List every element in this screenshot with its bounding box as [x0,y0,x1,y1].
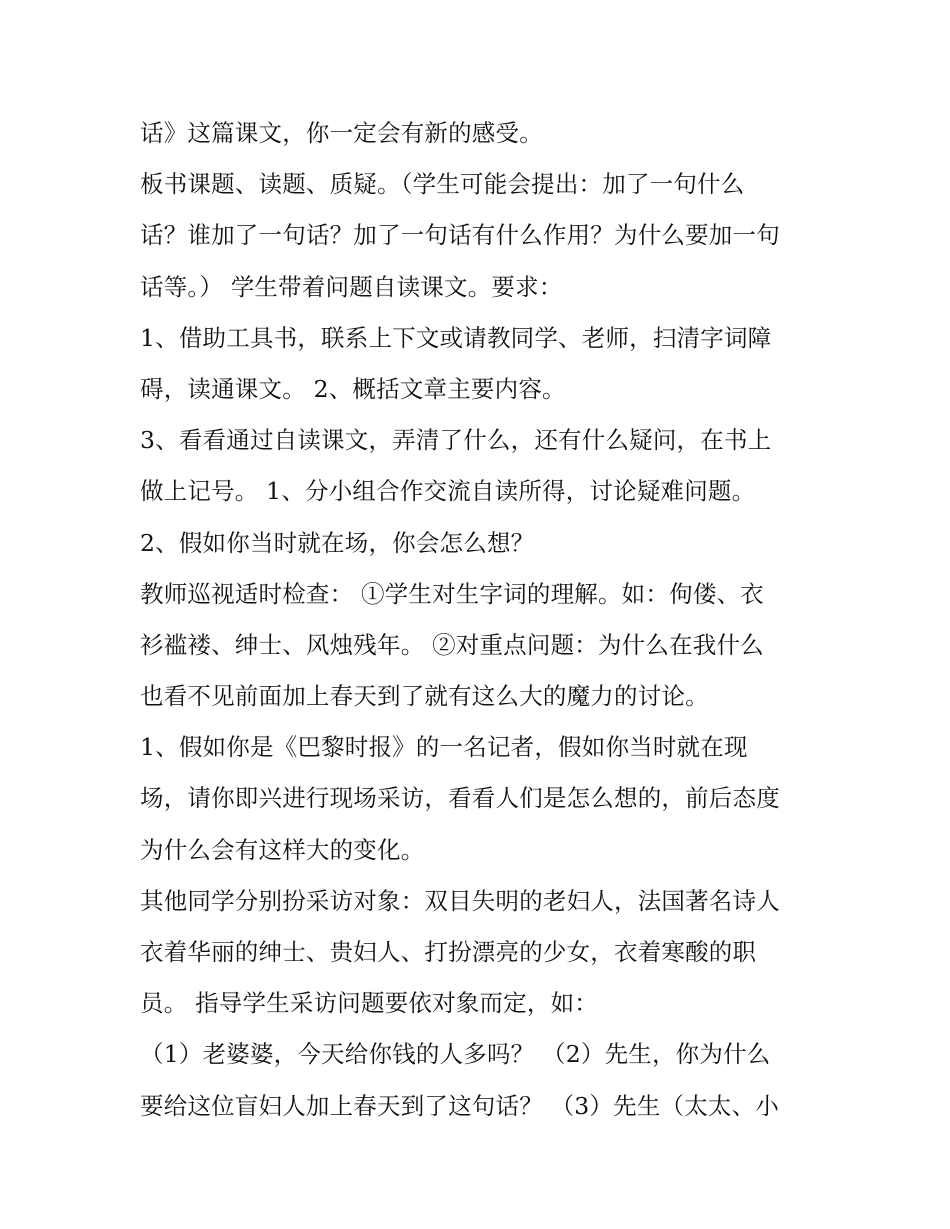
text-line: 3、看看通过自读课文，弄清了什么，还有什么疑问，在书上 [140,426,772,455]
text-line: 1、假如你是《巴黎时报》的一名记者，假如你当时就在现 [140,733,748,762]
text-line: 员。 指导学生采访问题要依对象而定，如： [140,989,598,1018]
text-line: 也看不见前面加上春天到了就有这么大的魔力的讨论。 [140,682,709,711]
text-line: 其他同学分别扮采访对象：双目失明的老妇人，法国著名诗人 [140,886,780,915]
text-line: 为什么会有这样大的变化。 [140,835,425,864]
text-line: （1）老婆婆，今天给你钱的人多吗？ （2）先生，你为什么 [140,1040,771,1069]
text-line: 场，请你即兴进行现场采访，看看人们是怎么想的，前后态度 [140,784,780,813]
text-line: 话等。） 学生带着问题自读课文。要求： [140,272,563,301]
text-line: 板书课题、读题、质疑。（学生可能会提出：加了一句什么 [140,170,745,199]
text-line: 1、借助工具书，联系上下文或请教同学、老师，扫清字词障 [140,323,772,352]
text-line: 2、假如你当时就在场，你会怎么想？ [140,528,535,557]
text-line: 衫褴褛、绅士、风烛残年。 ②对重点问题：为什么在我什么 [140,630,764,659]
text-line: 碍，读通课文。 2、概括文章主要内容。 [140,374,566,403]
text-line: 教师巡视适时检查： ①学生对生字词的理解。如：佝偻、衣 [140,579,764,608]
text-line: 衣着华丽的绅士、贵妇人、打扮漂亮的少女，衣着寒酸的职 [140,938,757,966]
text-line: 要给这位盲妇人加上春天到了这句话？ （3）先生（太太、小 [140,1091,780,1120]
text-line: 话》这篇课文，你一定会有新的感受。 [140,119,543,147]
text-line: 话？谁加了一句话？加了一句话有什么作用？为什么要加一句 [140,221,780,250]
text-line: 做上记号。 1、分小组合作交流自读所得，讨论疑难问题。 [140,477,756,506]
document-body [140,108,830,1132]
